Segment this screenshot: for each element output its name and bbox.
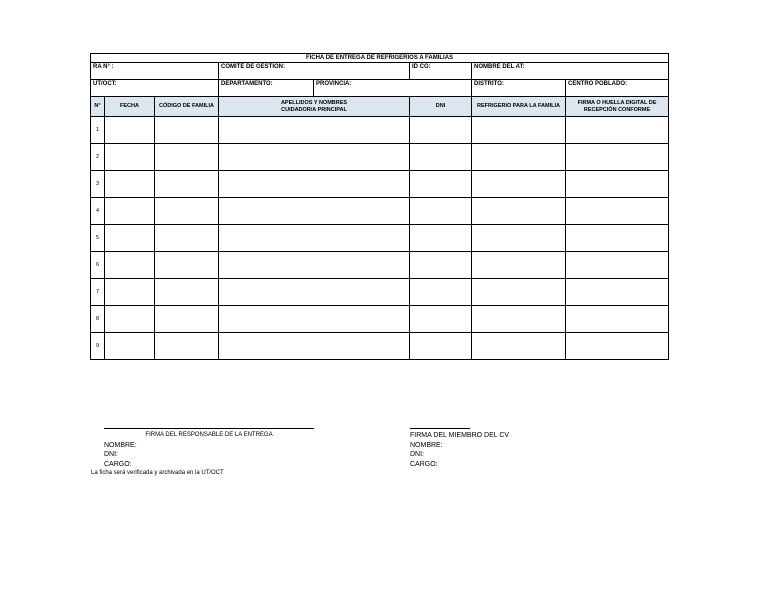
codigo-familia-cell[interactable] [155, 333, 219, 360]
fecha-cell[interactable] [105, 252, 155, 279]
dni-cell[interactable] [410, 225, 472, 252]
nombre-at-field[interactable]: NOMBRE DEL AT: [472, 63, 669, 80]
dni-cell[interactable] [410, 198, 472, 225]
dni-cell[interactable] [410, 144, 472, 171]
apellidos-nombres-cell[interactable] [219, 225, 410, 252]
apellidos-nombres-cell[interactable] [219, 144, 410, 171]
refrigerio-cell[interactable] [472, 225, 566, 252]
codigo-familia-cell[interactable] [155, 225, 219, 252]
firma-huella-cell[interactable] [566, 306, 669, 333]
table-row [91, 333, 669, 360]
departamento-field[interactable]: DEPARTAMENTO: [219, 80, 314, 97]
refrigerio-cell[interactable] [472, 117, 566, 144]
dni-cell[interactable] [410, 252, 472, 279]
col-header-refrigerio: REFRIGERIO PARA LA FAMILIA [472, 97, 566, 117]
refrigerio-cell[interactable] [472, 144, 566, 171]
col-header-apellidos-line1: APELLIDOS Y NOMBRES [280, 99, 348, 106]
dni-cell[interactable] [410, 333, 472, 360]
cv-member-signature-line [410, 428, 470, 429]
table-row [91, 252, 669, 279]
firma-huella-cell[interactable] [566, 117, 669, 144]
apellidos-nombres-cell[interactable] [219, 198, 410, 225]
firma-huella-cell[interactable] [566, 144, 669, 171]
firma-huella-cell[interactable] [566, 333, 669, 360]
fecha-cell[interactable] [105, 225, 155, 252]
dni-cell[interactable] [410, 306, 472, 333]
responsible-signature-caption: FIRMA DEL RESPONSABLE DE LA ENTREGA [145, 432, 273, 438]
firma-huella-cell[interactable] [566, 225, 669, 252]
row-number: 9 [91, 333, 105, 360]
fecha-cell[interactable] [105, 306, 155, 333]
form-rows [91, 117, 669, 360]
distrito-field[interactable]: DISTRITO: [472, 80, 566, 97]
cv-member-signature-caption: FIRMA DEL MIEMBRO DEL CV [410, 432, 510, 439]
responsible-nombre-label: NOMBRE: [104, 442, 137, 449]
dni-cell[interactable] [410, 117, 472, 144]
col-header-firma-huella [566, 97, 669, 117]
col-header-dni: DNI [410, 97, 472, 117]
cv-member-cargo-label: CARGO: [410, 461, 438, 468]
codigo-familia-cell[interactable] [155, 306, 219, 333]
refrigerio-cell[interactable] [472, 279, 566, 306]
firma-huella-cell[interactable] [566, 198, 669, 225]
form-title: FICHA DE ENTREGA DE REFRIGERIOS A FAMILIAS [91, 54, 669, 63]
dni-cell[interactable] [410, 279, 472, 306]
ut-oct-field[interactable]: UT/OCT: [91, 80, 219, 97]
codigo-familia-cell[interactable] [155, 144, 219, 171]
codigo-familia-cell[interactable] [155, 279, 219, 306]
dni-cell[interactable] [410, 171, 472, 198]
col-header-apellidos-line2: CUIDADOR/A PRINCIPAL [281, 106, 347, 113]
row-number: 1 [91, 117, 105, 144]
fecha-cell[interactable] [105, 333, 155, 360]
cv-member-nombre-label: NOMBRE: [410, 442, 443, 449]
responsible-signature-line [104, 428, 314, 429]
apellidos-nombres-cell[interactable] [219, 252, 410, 279]
id-cg-field[interactable]: ID CG: [410, 63, 472, 80]
verification-note: La ficha será verificada y archivada en la UT/OCT [91, 470, 224, 476]
apellidos-nombres-cell[interactable] [219, 279, 410, 306]
comite-gestion-field[interactable]: COMITÉ DE GESTION: [219, 63, 410, 80]
apellidos-nombres-cell[interactable] [219, 117, 410, 144]
codigo-familia-cell[interactable] [155, 198, 219, 225]
col-header-firma-line2: RECEPCIÓN CONFORME [583, 106, 651, 113]
fecha-cell[interactable] [105, 171, 155, 198]
firma-huella-cell[interactable] [566, 252, 669, 279]
row-number: 5 [91, 225, 105, 252]
row-number: 8 [91, 306, 105, 333]
codigo-familia-cell[interactable] [155, 252, 219, 279]
table-row [91, 144, 669, 171]
fecha-cell[interactable] [105, 117, 155, 144]
row-number: 3 [91, 171, 105, 198]
delivery-form-table [90, 53, 669, 360]
col-header-numero: N° [91, 97, 105, 117]
col-header-firma-line1: FIRMA O HUELLA DIGITAL DE [577, 99, 657, 106]
row-number: 7 [91, 279, 105, 306]
table-row [91, 279, 669, 306]
centro-poblado-field[interactable]: CENTRO POBLADO: [566, 80, 669, 97]
col-header-fecha: FECHA [105, 97, 155, 117]
cv-member-dni-label: DNI: [410, 451, 424, 458]
fecha-cell[interactable] [105, 144, 155, 171]
apellidos-nombres-cell[interactable] [219, 171, 410, 198]
apellidos-nombres-cell[interactable] [219, 306, 410, 333]
ra-number-field[interactable]: RA N° : [91, 63, 219, 80]
refrigerio-cell[interactable] [472, 252, 566, 279]
refrigerio-cell[interactable] [472, 306, 566, 333]
col-header-codigo-familia: CÓDIGO DE FAMILIA [155, 97, 219, 117]
row-number: 4 [91, 198, 105, 225]
table-row [91, 225, 669, 252]
refrigerio-cell[interactable] [472, 198, 566, 225]
table-row [91, 171, 669, 198]
codigo-familia-cell[interactable] [155, 117, 219, 144]
codigo-familia-cell[interactable] [155, 171, 219, 198]
table-row [91, 306, 669, 333]
refrigerio-cell[interactable] [472, 171, 566, 198]
firma-huella-cell[interactable] [566, 279, 669, 306]
responsible-dni-label: DNI: [104, 451, 118, 458]
table-row [91, 117, 669, 144]
row-number: 2 [91, 144, 105, 171]
responsible-cargo-label: CARGO: [104, 461, 132, 468]
fecha-cell[interactable] [105, 279, 155, 306]
provincia-field[interactable]: PROVINCIA: [314, 80, 472, 97]
fecha-cell[interactable] [105, 198, 155, 225]
refrigerio-cell[interactable] [472, 333, 566, 360]
apellidos-nombres-cell[interactable] [219, 333, 410, 360]
col-header-apellidos-nombres [219, 97, 410, 117]
row-number: 6 [91, 252, 105, 279]
firma-huella-cell[interactable] [566, 171, 669, 198]
table-row [91, 198, 669, 225]
